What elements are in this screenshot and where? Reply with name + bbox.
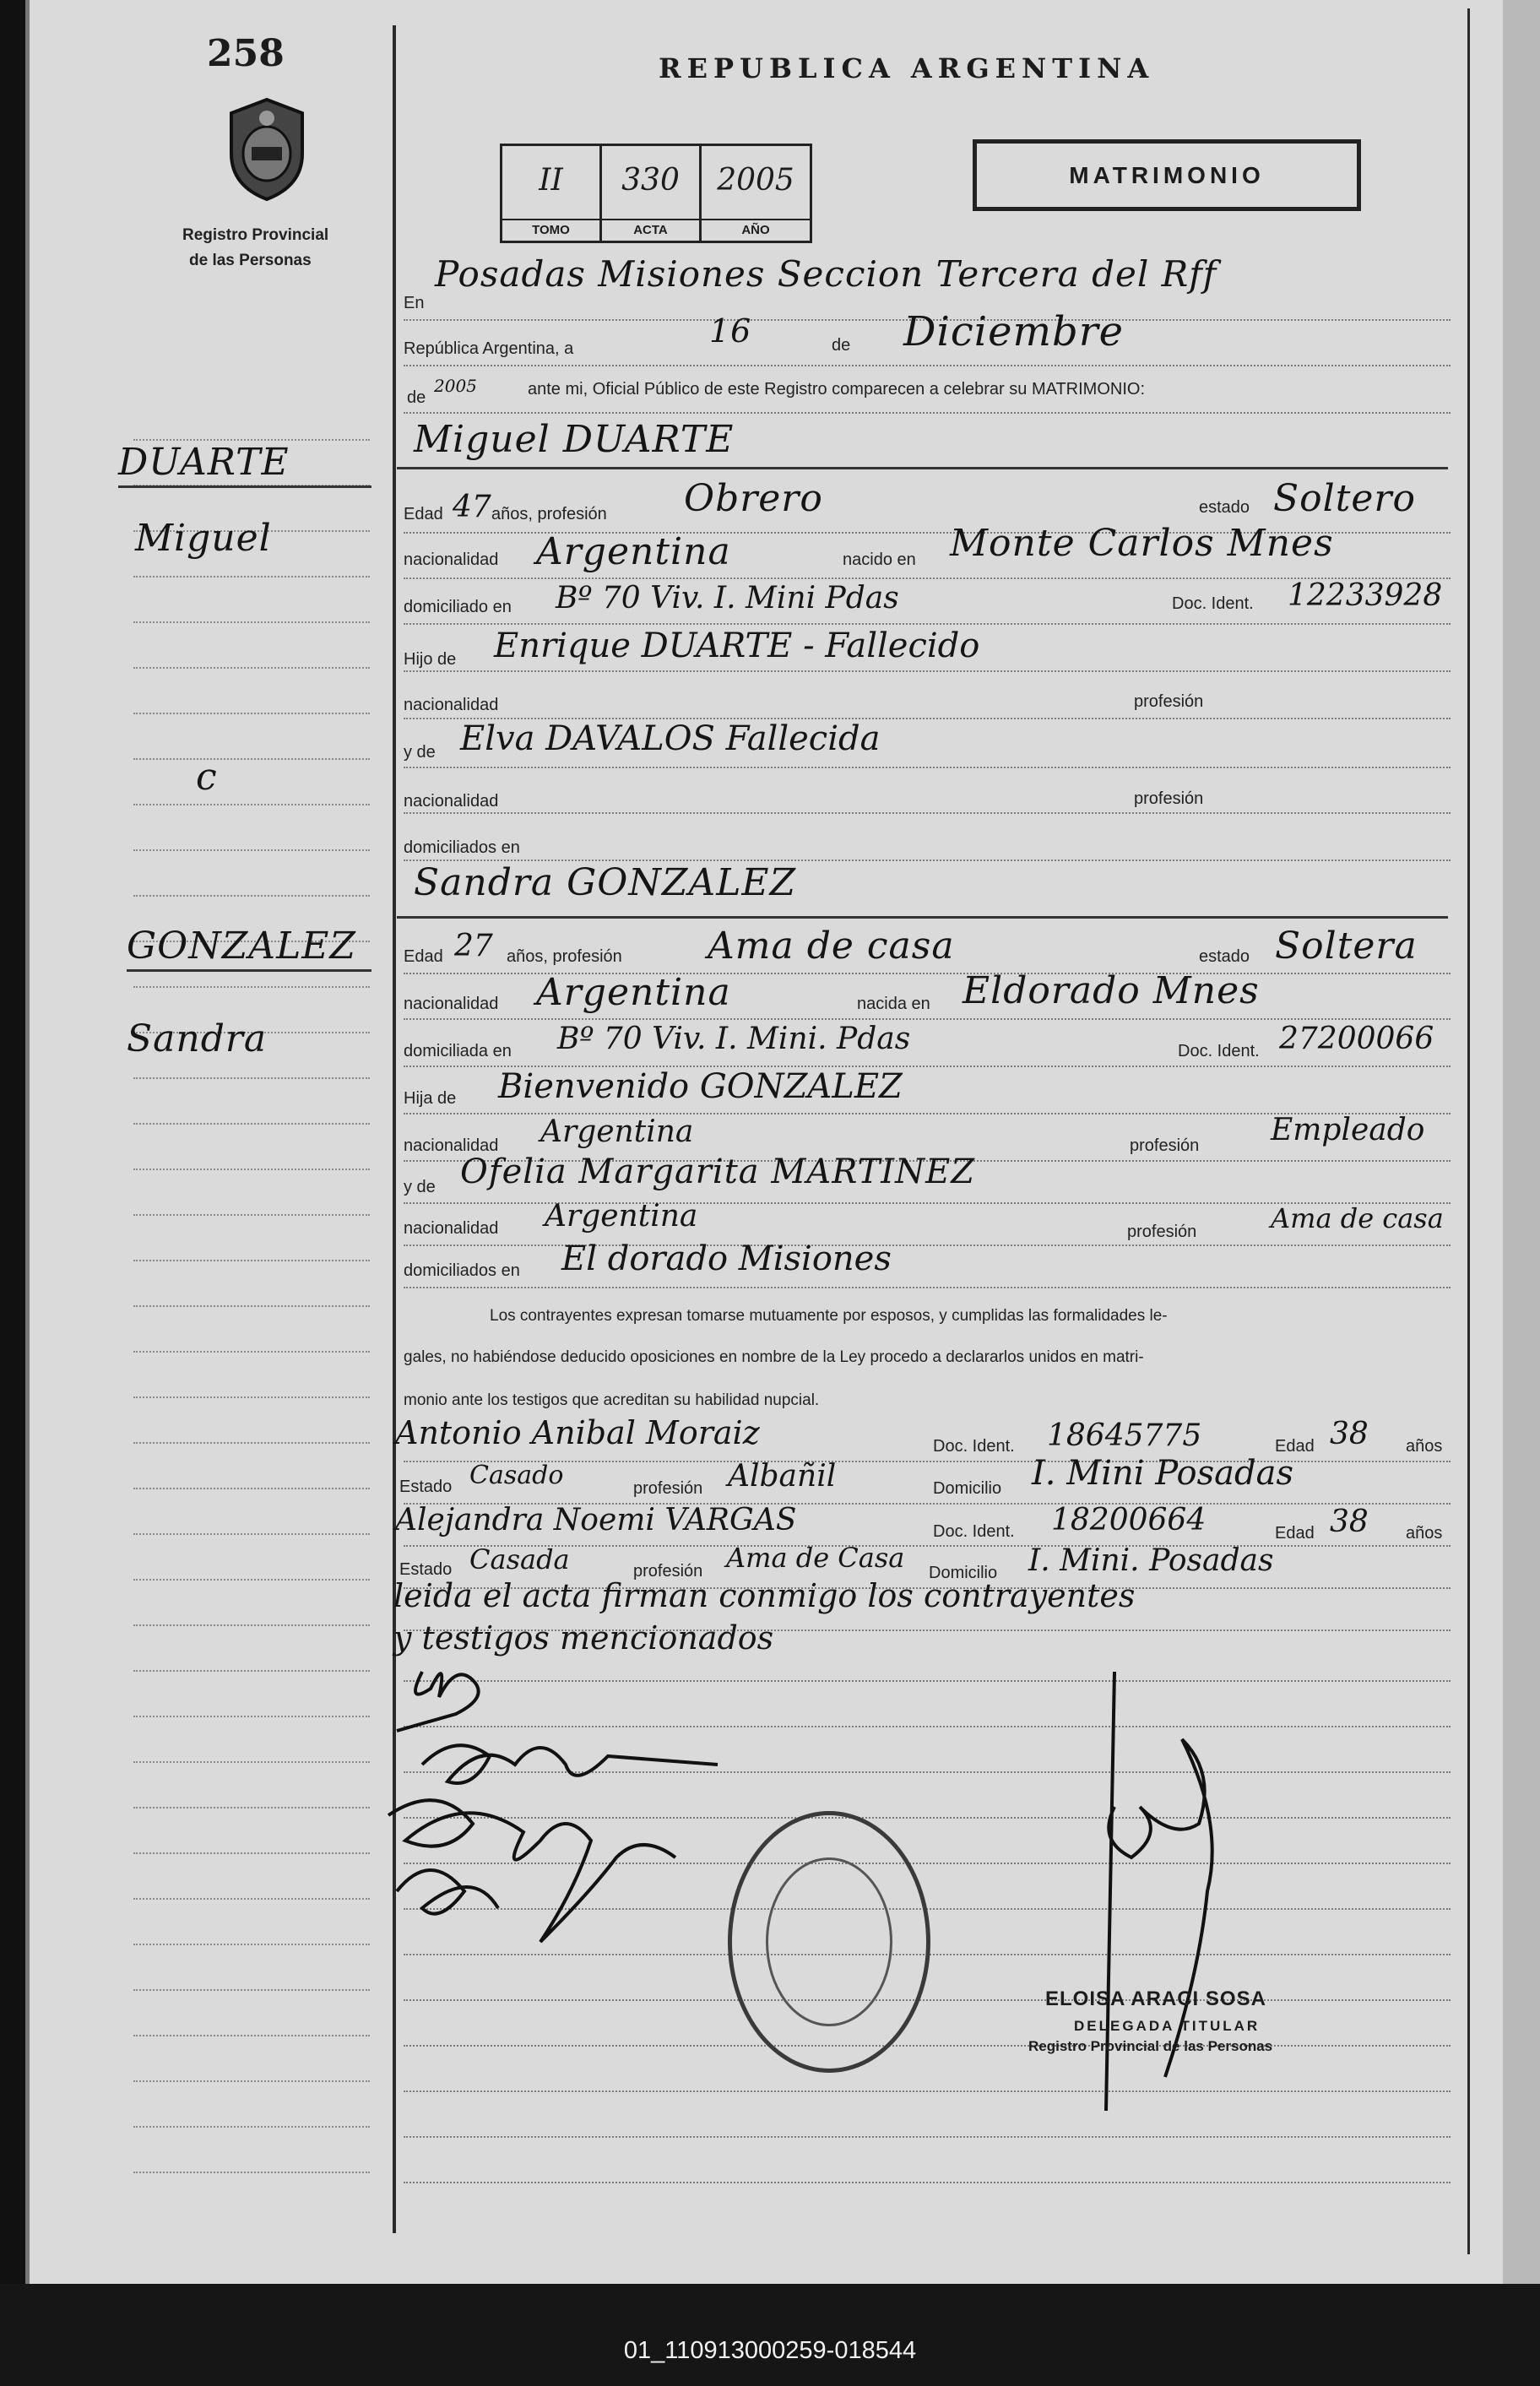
witness2-name: Alejandra Noemi VARGAS xyxy=(395,1503,797,1537)
witness1-estado: Casado xyxy=(469,1461,564,1490)
witness1-domicilio: I. Mini Posadas xyxy=(1032,1454,1293,1493)
bride-doc: 27200066 xyxy=(1279,1022,1434,1056)
ante-text: ante mi, Oficial Público de este Registro comparecen a celebrar su MATRIMONIO: xyxy=(528,380,1146,399)
margin-conjunction: c xyxy=(196,756,218,799)
bride-nacionalidad: Argentina xyxy=(536,971,731,1014)
closing-line-1: leida el acta firman conmigo los contrayentes xyxy=(393,1577,1136,1614)
bride-madre: Ofelia Margarita MARTINEZ xyxy=(460,1152,976,1191)
bride-edad: 27 xyxy=(454,929,493,963)
margin-rule-line xyxy=(133,1670,370,1672)
groom-nacido: Monte Carlos Mnes xyxy=(950,522,1334,565)
witness1-doc: 18645775 xyxy=(1047,1418,1202,1453)
body-rule-line xyxy=(404,1287,1451,1288)
witness2-estado-label: Estado xyxy=(399,1560,453,1579)
groom-doc-label: Doc. Ident. xyxy=(1172,594,1254,613)
registry-line-2: de las Personas xyxy=(189,252,312,269)
bride-nacida-label: nacida en xyxy=(857,995,930,1013)
groom-dom-label: domiciliado en xyxy=(404,598,512,616)
groom-name: Miguel DUARTE xyxy=(414,418,735,461)
witness1-name: Antonio Anibal Moraiz xyxy=(395,1414,760,1451)
margin-rule-line xyxy=(133,1852,370,1854)
groom-madre: Elva DAVALOS Fallecida xyxy=(460,719,881,758)
groom-nacido-label: nacido en xyxy=(843,550,916,569)
year-value: 2005 xyxy=(434,376,477,396)
declaration-line-2: gales, no habiéndose deducido oposiciones en nombre de la Ley procedo a declararlos unidos en matri- xyxy=(404,1348,1144,1366)
margin-rule-line xyxy=(133,895,370,897)
groom-profesion: Obrero xyxy=(684,477,823,520)
republica-label: República Argentina, a xyxy=(404,339,574,358)
margin-groom-surname: DUARTE xyxy=(118,441,290,484)
groom-name-rule xyxy=(397,467,1448,469)
margin-rule-line xyxy=(133,1944,370,1945)
margin-rule-line xyxy=(133,1442,370,1444)
body-rule-line xyxy=(404,1245,1451,1246)
bride-madre-nac: Argentina xyxy=(545,1199,698,1234)
margin-rule-line xyxy=(133,758,370,760)
margin-rule-line xyxy=(133,1488,370,1489)
closing-line-2: y testigos mencionados xyxy=(393,1619,774,1657)
margin-rule-line xyxy=(133,1761,370,1763)
tomo-value: II xyxy=(539,163,563,198)
body-rule-line xyxy=(404,412,1451,414)
witness1-anos-label: años xyxy=(1406,1437,1443,1456)
witness2-domicilio: I. Mini. Posadas xyxy=(1028,1543,1274,1578)
groom-nac-label: nacionalidad xyxy=(404,550,499,569)
scan-background xyxy=(0,2284,1540,2386)
groom-edad-label: Edad xyxy=(404,505,443,523)
margin-rule-line xyxy=(133,804,370,805)
signature-scribble-1 xyxy=(397,1672,479,1731)
acta-label: ACTA xyxy=(602,219,699,237)
official-seal xyxy=(728,1811,930,2073)
bride-nacida: Eldorado Mnes xyxy=(962,969,1260,1012)
ano-cell xyxy=(702,146,810,241)
margin-rule-line xyxy=(133,1716,370,1717)
groom-edad: 47 xyxy=(453,490,491,524)
margin-rule-line xyxy=(133,2035,370,2036)
bride-domicilio: Bº 70 Viv. I. Mini. Pdas xyxy=(557,1022,911,1056)
margin-rule-line xyxy=(133,667,370,669)
witness2-doc-label: Doc. Ident. xyxy=(933,1522,1015,1541)
margin-rule-line xyxy=(133,1624,370,1626)
bride-nac-label: nacionalidad xyxy=(404,995,499,1013)
witness2-edad: 38 xyxy=(1330,1505,1369,1539)
body-rule-line xyxy=(404,812,1451,814)
margin-groom-given: Miguel xyxy=(135,517,272,560)
margin-rule-line xyxy=(133,1214,370,1216)
ano-value: 2005 xyxy=(717,163,794,198)
bride-madre-prof-label: profesión xyxy=(1127,1223,1197,1241)
groom-estado-label: estado xyxy=(1199,498,1250,517)
tomo-label: TOMO xyxy=(502,219,599,237)
de-label: de xyxy=(832,336,851,355)
ano-label: AÑO xyxy=(702,219,810,237)
registry-line-1: Registro Provincial xyxy=(182,226,329,244)
groom-padre-nac-label: nacionalidad xyxy=(404,696,499,714)
record-type-box: MATRIMONIO xyxy=(973,139,1361,211)
bride-padre-prof-label: profesión xyxy=(1130,1136,1200,1155)
witness1-estado-label: Estado xyxy=(399,1478,453,1496)
official-name: ELOISA ARACI SOSA xyxy=(1045,1987,1266,2010)
witness1-edad-label: Edad xyxy=(1275,1437,1315,1456)
signature-scribble-2 xyxy=(397,1870,498,1914)
bride-madre-prof: Ama de casa xyxy=(1271,1202,1444,1234)
acta-cell xyxy=(602,146,702,241)
margin-rule-line xyxy=(133,1305,370,1307)
margin-underline-2 xyxy=(127,969,371,972)
groom-yde-label: y de xyxy=(404,743,436,762)
margin-rule-line xyxy=(133,1351,370,1353)
en-label: En xyxy=(404,294,425,312)
page-number: 258 xyxy=(207,32,285,75)
groom-domiciliados-label: domiciliados en xyxy=(404,838,520,857)
groom-padre-prof-label: profesión xyxy=(1134,692,1204,711)
bride-profesion: Ama de casa xyxy=(708,925,955,968)
bride-name: Sandra GONZALEZ xyxy=(414,861,797,904)
official-office: Registro Provincial de las Personas xyxy=(1028,2038,1273,2054)
witness2-prof-label: profesión xyxy=(633,1562,703,1581)
margin-rule-line xyxy=(133,849,370,851)
witness1-edad: 38 xyxy=(1330,1417,1369,1451)
margin-rule-line xyxy=(133,2080,370,2082)
margin-rule-line xyxy=(133,1396,370,1398)
margin-rule-line xyxy=(133,1077,370,1079)
witness2-profesion: Ama de Casa xyxy=(726,1542,905,1574)
margin-bride-given: Sandra xyxy=(127,1017,268,1060)
witness2-anos-label: años xyxy=(1406,1524,1443,1543)
day-value: 16 xyxy=(709,312,752,350)
margin-rule-line xyxy=(133,1533,370,1535)
place-value: Posadas Misiones Seccion Tercera del Rff xyxy=(435,253,1217,295)
bride-padre-prof: Empleado xyxy=(1271,1113,1425,1147)
margin-rule-line xyxy=(133,713,370,714)
bride-doc-label: Doc. Ident. xyxy=(1178,1042,1260,1060)
body-rule-line xyxy=(404,670,1451,672)
groom-madre-nac-label: nacionalidad xyxy=(404,792,499,811)
margin-rule-line xyxy=(133,576,370,578)
body-rule-line xyxy=(404,365,1451,366)
bride-estado: Soltera xyxy=(1275,925,1418,968)
coat-of-arms-icon xyxy=(218,95,316,203)
month-value: Diciembre xyxy=(903,308,1125,355)
groom-estado: Soltero xyxy=(1273,477,1416,520)
body-rule-line xyxy=(404,767,1451,768)
acta-value: 330 xyxy=(621,163,680,198)
margin-rule-line xyxy=(133,1898,370,1900)
bride-estado-label: estado xyxy=(1199,947,1250,966)
groom-padre: Enrique DUARTE - Fallecido xyxy=(494,626,980,665)
bride-madre-nac-label: nacionalidad xyxy=(404,1219,499,1238)
adjacent-page-edge xyxy=(1503,0,1540,2284)
margin-rule-line xyxy=(133,1579,370,1581)
bride-dom-label: domiciliada en xyxy=(404,1042,512,1060)
body-rule-line xyxy=(404,1018,1451,1020)
margin-rule-line xyxy=(133,1260,370,1261)
groom-doc: 12233928 xyxy=(1288,578,1443,613)
bride-padre: Bienvenido GONZALEZ xyxy=(498,1067,903,1106)
groom-hijo-label: Hijo de xyxy=(404,650,457,669)
bride-name-rule xyxy=(397,916,1448,919)
groom-anos-label: años, profesión xyxy=(491,505,607,523)
witness1-dom-label: Domicilio xyxy=(933,1479,1002,1498)
margin-rule-line xyxy=(133,1807,370,1808)
signature-sandra xyxy=(422,1745,718,1783)
tomo-cell xyxy=(502,146,602,241)
declaration-line-3: monio ante los testigos que acreditan su habilidad nupcial. xyxy=(404,1391,820,1409)
country-title: REPUBLICA ARGENTINA xyxy=(659,52,1155,84)
body-rule-line xyxy=(404,623,1451,625)
bride-edad-label: Edad xyxy=(404,947,443,966)
groom-madre-prof-label: profesión xyxy=(1134,789,1204,808)
bride-domiciliados-label: domiciliados en xyxy=(404,1261,520,1280)
de-year-label: de xyxy=(407,388,426,407)
witness1-doc-label: Doc. Ident. xyxy=(933,1437,1015,1456)
bride-anos-label: años, profesión xyxy=(507,947,622,966)
margin-rule-line xyxy=(133,1169,370,1170)
margin-rule-line xyxy=(133,2172,370,2173)
witness2-estado: Casada xyxy=(469,1543,570,1575)
margin-rule-line xyxy=(133,986,370,988)
body-rule-line xyxy=(404,2182,1451,2183)
bride-padre-nac: Argentina xyxy=(540,1114,694,1149)
seal-inner-ring xyxy=(766,1857,892,2026)
official-title: DELEGADA TITULAR xyxy=(1074,2018,1261,2034)
footer-caption: 01_110913000259-018544 xyxy=(623,2337,917,2364)
bride-padre-nac-label: nacionalidad xyxy=(404,1136,499,1155)
declaration-line-1: Los contrayentes expresan tomarse mutuamente por esposos, y cumplidas las formalidades le- xyxy=(490,1307,1168,1325)
witness1-prof-label: profesión xyxy=(633,1479,703,1498)
margin-bride-surname: GONZALEZ xyxy=(127,925,356,968)
margin-rule-line xyxy=(133,621,370,623)
margin-rule-line xyxy=(133,2126,370,2128)
bride-domiciliados: El dorado Misiones xyxy=(561,1239,892,1278)
acta-reference-box xyxy=(500,144,812,243)
witness2-edad-label: Edad xyxy=(1275,1524,1315,1543)
witness2-dom-label: Domicilio xyxy=(929,1564,998,1582)
bride-yde-label: y de xyxy=(404,1178,436,1196)
witness2-doc: 18200664 xyxy=(1051,1503,1207,1537)
groom-domicilio: Bº 70 Viv. I. Mini Pdas xyxy=(556,581,899,615)
witness1-profesion: Albañil xyxy=(728,1459,837,1494)
margin-rule-line xyxy=(133,1123,370,1125)
margin-underline xyxy=(118,485,371,488)
bride-hija-label: Hija de xyxy=(404,1089,457,1108)
groom-nacionalidad: Argentina xyxy=(536,530,731,573)
margin-rule-line xyxy=(133,1989,370,1991)
